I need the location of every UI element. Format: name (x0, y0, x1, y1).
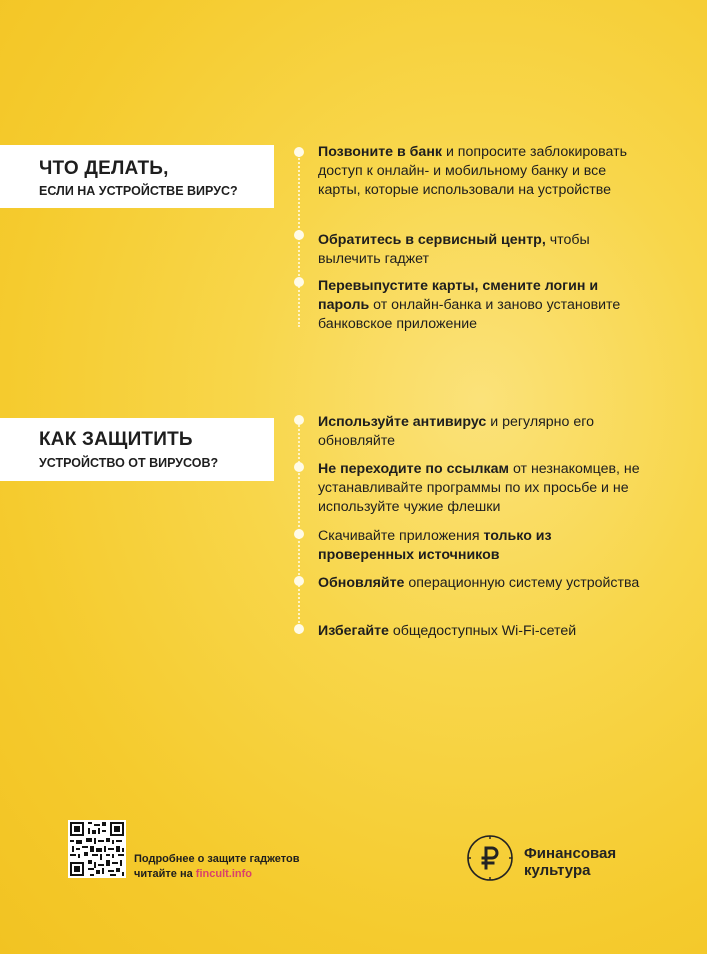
bullet-dot-icon (294, 462, 304, 472)
section2-item-links: Не переходите по ссылкам от незнакомцев, не устанавливайте программы по их просьбе и не используйте чужие флешки (318, 461, 640, 515)
section1-item-reissue-cards: Перевыпустите карты, смените логин и пароль от онлайн-банка и заново установите банковское приложение (318, 278, 621, 332)
bullet-dot-icon (294, 415, 304, 425)
logo-wordmark: Финансовая культура (524, 845, 617, 879)
section2-title: КАК ЗАЩИТИТЬ (39, 429, 193, 450)
qr-code-icon[interactable] (68, 820, 126, 878)
section2-subtitle: УСТРОЙСТВО ОТ ВИРУСОВ? (39, 456, 219, 470)
ruble-coin-icon (466, 834, 514, 882)
more-info-text: Подробнее о защите гаджетов читайте на fincult.info (134, 853, 300, 880)
section1-title: ЧТО ДЕЛАТЬ, (39, 158, 169, 179)
bullet-dot-icon (294, 277, 304, 287)
bullet-dot-icon (294, 624, 304, 634)
section2-timeline (298, 422, 300, 634)
fincult-link[interactable]: fincult.info (195, 868, 253, 880)
bullet-dot-icon (294, 529, 304, 539)
section2-item-antivirus: Используйте антивирус и регулярно его обновляйте (318, 414, 594, 449)
section1-item-call-bank: Позвоните в банк и попросите заблокировать доступ к онлайн- и мобильному банку и все карты, которые использовали на устройстве (318, 144, 628, 198)
bullet-dot-icon (294, 576, 304, 586)
section1-item-service-center: Обратитесь в сервисный центр, чтобы вылечить гаджет (318, 232, 590, 267)
bullet-dot-icon (294, 147, 304, 157)
section1-timeline (298, 155, 300, 327)
section2-item-update-os: Обновляйте операционную систему устройства (318, 575, 640, 591)
section2-item-wifi: Избегайте общедоступных Wi-Fi-сетей (318, 623, 577, 639)
section2-item-trusted-sources: Скачивайте приложения только из проверенных источников (318, 528, 552, 563)
section2-banner (0, 418, 274, 481)
section1-banner (0, 145, 274, 208)
bullet-dot-icon (294, 230, 304, 240)
section1-subtitle: ЕСЛИ НА УСТРОЙСТВЕ ВИРУС? (39, 184, 238, 198)
